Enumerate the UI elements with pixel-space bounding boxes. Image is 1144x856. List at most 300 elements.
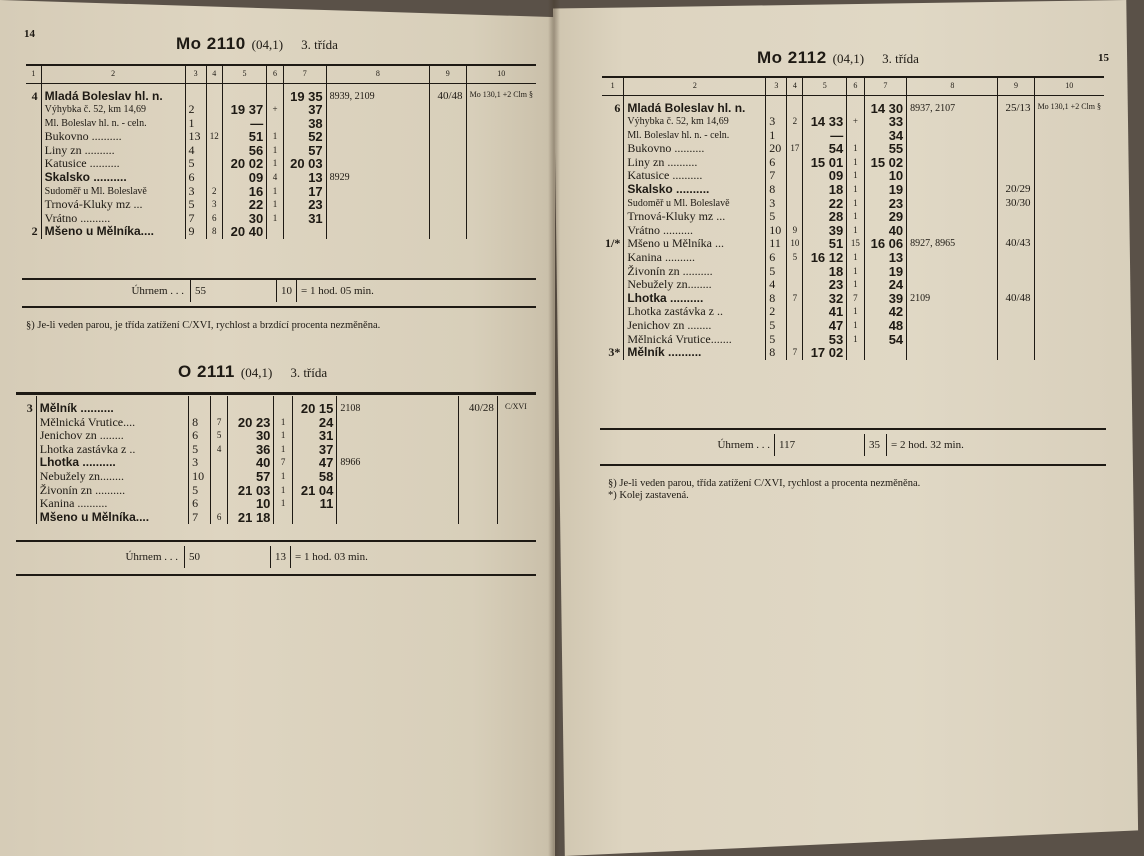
sub-distance (787, 319, 803, 333)
stop-minutes: 1 (847, 210, 864, 224)
table-row (602, 197, 1104, 211)
timetable-mo2112 (602, 76, 1104, 360)
timetable-title-mo2110 (176, 34, 338, 54)
summary-km: 117 (774, 434, 864, 456)
station-name: Živonín zn .......... (36, 484, 188, 498)
distance-km: 4 (766, 278, 787, 292)
table-row (20, 497, 534, 511)
distance-km: 6 (185, 171, 206, 185)
sub-distance: 10 (787, 237, 803, 251)
distance-km: 1 (766, 129, 787, 143)
remark: C/XVI (497, 396, 534, 416)
load-value (430, 157, 467, 171)
summary-row-mo2112 (690, 434, 968, 456)
stop-minutes: 1 (847, 305, 864, 319)
arrival-time: 16 12 (803, 251, 847, 265)
stop-minutes: 1 (274, 429, 292, 443)
route-marker: 1/* (605, 236, 621, 251)
station-name: Lhotka zastávka z .. (624, 305, 766, 319)
column-header-2: 2 (624, 77, 766, 95)
sub-distance (211, 456, 227, 470)
sub-distance: 5 (211, 429, 227, 443)
load-value: 40/28 (459, 396, 498, 416)
departure-time: 47 (292, 456, 337, 470)
station-name: Mšeno u Mělníka ... (624, 237, 766, 251)
sub-distance (206, 171, 222, 185)
arrival-time: 54 (803, 142, 847, 156)
sub-distance: 5 (787, 251, 803, 265)
stop-minutes: 1 (274, 497, 292, 511)
departure-time: 54 (864, 333, 907, 347)
load-value (998, 129, 1034, 143)
stop-minutes: 7 (274, 456, 292, 470)
route-marker (26, 157, 41, 171)
departure-time: 52 (283, 130, 326, 144)
connection-note (337, 443, 459, 457)
sub-distance: 17 (787, 142, 803, 156)
departure-time: 13 (283, 171, 326, 185)
sub-distance (206, 144, 222, 158)
arrival-time: — (803, 129, 847, 143)
connection-note (326, 198, 429, 212)
sub-distance: 7 (787, 346, 803, 360)
table-row (26, 103, 536, 117)
connection-note (907, 333, 998, 347)
stop-minutes: 1 (847, 156, 864, 170)
arrival-time: 21 03 (227, 484, 274, 498)
stop-minutes: 7 (847, 292, 864, 306)
station-name: Ml. Boleslav hl. n. - celn. (624, 129, 766, 143)
remark (497, 470, 534, 484)
table-row (602, 251, 1104, 265)
remark (1034, 197, 1104, 211)
stop-minutes: 1 (274, 416, 292, 430)
sub-distance (787, 305, 803, 319)
departure-time: 10 (864, 169, 907, 183)
connection-note (907, 169, 998, 183)
route-marker (20, 456, 36, 470)
station-name: Mělník .......... (624, 346, 766, 360)
sub-distance: 6 (211, 511, 227, 525)
arrival-time: — (222, 117, 266, 131)
arrival-time: 28 (803, 210, 847, 224)
connection-note (337, 511, 459, 525)
load-value: 20/29 (998, 183, 1034, 197)
table-row (20, 456, 534, 470)
stop-minutes: 1 (274, 443, 292, 457)
sub-distance: 4 (211, 443, 227, 457)
route-marker (26, 212, 41, 226)
distance-km: 3 (185, 185, 206, 199)
distance-km: 5 (766, 333, 787, 347)
route-marker (602, 224, 624, 238)
connection-note (907, 251, 998, 265)
train-sub: (04,1) (251, 37, 284, 52)
station-name: Skalsko .......... (41, 171, 185, 185)
route-marker (602, 183, 624, 197)
column-header-10: 10 (1034, 77, 1104, 95)
remark (1034, 333, 1104, 347)
remark (466, 225, 536, 239)
stop-minutes: 1 (847, 224, 864, 238)
remark (1034, 265, 1104, 279)
remark: Mo 130,1 +2 Clm § (466, 83, 536, 103)
route-marker (602, 197, 624, 211)
route-marker (602, 142, 624, 156)
remark (1034, 169, 1104, 183)
route-marker (602, 169, 624, 183)
route-marker (26, 103, 41, 117)
distance-km: 5 (766, 210, 787, 224)
stop-minutes: 1 (847, 265, 864, 279)
station-name: Kanina .......... (36, 497, 188, 511)
route-marker (602, 251, 624, 265)
table-row (20, 470, 534, 484)
load-value (998, 169, 1034, 183)
table-row (26, 212, 536, 226)
departure-time: 37 (292, 443, 337, 457)
column-header-3: 3 (766, 77, 787, 95)
remark (497, 443, 534, 457)
remark (466, 212, 536, 226)
station-name: Mšeno u Mělníka.... (36, 511, 188, 525)
route-marker (602, 156, 624, 170)
connection-note: 8966 (337, 456, 459, 470)
table-row (20, 396, 534, 416)
load-value: 25/13 (998, 95, 1034, 115)
connection-note: 8929 (326, 171, 429, 185)
table-row (20, 484, 534, 498)
station-name: Nebužely zn........ (36, 470, 188, 484)
remark (1034, 346, 1104, 360)
arrival-time (227, 396, 274, 416)
table-row (602, 237, 1104, 251)
arrival-time (803, 95, 847, 115)
stop-minutes: 1 (847, 183, 864, 197)
summary-total: = 1 hod. 03 min. (290, 546, 372, 568)
arrival-time: 56 (222, 144, 266, 158)
load-value (459, 511, 498, 525)
summary-km: 50 (184, 546, 270, 568)
stop-minutes (274, 396, 292, 416)
departure-time (292, 511, 337, 525)
arrival-time: 57 (227, 470, 274, 484)
connection-note (907, 183, 998, 197)
station-name: Katusice .......... (624, 169, 766, 183)
table-row (602, 305, 1104, 319)
load-value (430, 185, 467, 199)
column-header-1: 1 (602, 77, 624, 95)
remark (466, 130, 536, 144)
column-header-3: 3 (185, 65, 206, 83)
stop-minutes (847, 346, 864, 360)
load-value (998, 210, 1034, 224)
station-name: Kanina .......... (624, 251, 766, 265)
table-row (26, 117, 536, 131)
distance-km: 5 (189, 484, 211, 498)
distance-km: 3 (766, 197, 787, 211)
table-row (26, 185, 536, 199)
remark (466, 185, 536, 199)
departure-time: 39 (864, 292, 907, 306)
departure-time: 20 15 (292, 396, 337, 416)
stop-minutes: 4 (267, 171, 284, 185)
stop-minutes: 1 (267, 198, 284, 212)
sub-distance (206, 117, 222, 131)
stop-minutes: + (847, 115, 864, 129)
arrival-time: 16 (222, 185, 266, 199)
arrival-time: 40 (227, 456, 274, 470)
sub-distance: 3 (206, 198, 222, 212)
table-row (602, 278, 1104, 292)
distance-km: 10 (189, 470, 211, 484)
departure-time: 19 35 (283, 83, 326, 103)
route-marker (602, 210, 624, 224)
remark (1034, 278, 1104, 292)
stop-minutes: 1 (274, 470, 292, 484)
summary-stop: 10 (276, 280, 296, 302)
departure-time (283, 225, 326, 239)
table-row (26, 157, 536, 171)
distance-km (185, 83, 206, 103)
station-name: Mělník .......... (36, 396, 188, 416)
load-value (459, 429, 498, 443)
remark: Mo 130,1 +2 Clm § (1034, 95, 1104, 115)
route-marker (602, 292, 624, 306)
sub-distance (211, 470, 227, 484)
departure-time: 15 02 (864, 156, 907, 170)
column-header-1: 1 (26, 65, 41, 83)
departure-time: 37 (283, 103, 326, 117)
connection-note (337, 470, 459, 484)
stop-minutes: 1 (847, 197, 864, 211)
distance-km: 9 (185, 225, 206, 239)
distance-km: 10 (766, 224, 787, 238)
footnote-left: §) Je-li veden parou, je třída zatížení C/XVI, rychlost a brzdící procenta nezměněna. (26, 320, 381, 331)
station-name: Mšeno u Mělníka.... (41, 225, 185, 239)
connection-note (326, 103, 429, 117)
connection-note (907, 265, 998, 279)
station-name: Lhotka .......... (624, 292, 766, 306)
connection-note: 8927, 8965 (907, 237, 998, 251)
train-class: 3. třída (290, 365, 328, 380)
remark (497, 484, 534, 498)
arrival-time: 30 (227, 429, 274, 443)
connection-note (907, 278, 998, 292)
remark (466, 144, 536, 158)
distance-km: 6 (766, 251, 787, 265)
sub-distance: 7 (787, 292, 803, 306)
connection-note (337, 497, 459, 511)
remark (497, 429, 534, 443)
arrival-time: 39 (803, 224, 847, 238)
departure-time: 14 30 (864, 95, 907, 115)
remark (497, 511, 534, 525)
remark (1034, 115, 1104, 129)
table-row (602, 319, 1104, 333)
column-header-6: 6 (847, 77, 864, 95)
distance-km (766, 95, 787, 115)
footnote-right-2: *) Kolej zastavená. (608, 490, 689, 501)
column-header-7: 7 (283, 65, 326, 83)
departure-time: 23 (283, 198, 326, 212)
arrival-time: 22 (803, 197, 847, 211)
distance-km: 6 (189, 497, 211, 511)
sub-distance: 8 (206, 225, 222, 239)
table-row (26, 83, 536, 103)
departure-time: 42 (864, 305, 907, 319)
sub-distance: 6 (206, 212, 222, 226)
remark (466, 157, 536, 171)
distance-km: 3 (189, 456, 211, 470)
sub-distance (787, 333, 803, 347)
arrival-time: 41 (803, 305, 847, 319)
column-header-7: 7 (864, 77, 907, 95)
stop-minutes: 1 (847, 142, 864, 156)
remark (1034, 237, 1104, 251)
column-header-4: 4 (787, 77, 803, 95)
distance-km: 5 (766, 265, 787, 279)
load-value (998, 251, 1034, 265)
sub-distance (211, 484, 227, 498)
station-name: Živonín zn .......... (624, 265, 766, 279)
remark (466, 103, 536, 117)
stop-minutes: 1 (847, 333, 864, 347)
station-name: Liny zn .......... (41, 144, 185, 158)
route-marker: 3* (608, 345, 621, 360)
train-sub: (04,1) (240, 365, 273, 380)
arrival-time: 09 (222, 171, 266, 185)
remark (466, 171, 536, 185)
station-name: Sudoměř u Ml. Boleslavě (41, 185, 185, 199)
load-value (998, 305, 1034, 319)
arrival-time: 47 (803, 319, 847, 333)
stop-minutes: + (267, 103, 284, 117)
connection-note (907, 305, 998, 319)
load-value (430, 198, 467, 212)
table-row (602, 95, 1104, 115)
station-name: Ml. Boleslav hl. n. - celn. (41, 117, 185, 131)
timetable-title-o2111 (178, 362, 327, 382)
sub-distance: 7 (211, 416, 227, 430)
remark (497, 416, 534, 430)
stop-minutes (274, 511, 292, 525)
arrival-time: 23 (803, 278, 847, 292)
arrival-time: 53 (803, 333, 847, 347)
route-marker (602, 265, 624, 279)
connection-note (907, 197, 998, 211)
remark (1034, 305, 1104, 319)
train-code: O 2111 (178, 362, 235, 381)
summary-label: Úhrnem . . . (131, 285, 184, 297)
load-value (459, 456, 498, 470)
table-row (602, 129, 1104, 143)
summary-label: Úhrnem . . . (717, 439, 770, 451)
distance-km: 7 (185, 212, 206, 226)
distance-km: 6 (766, 156, 787, 170)
table-row (26, 144, 536, 158)
sub-distance (787, 197, 803, 211)
route-marker (26, 144, 41, 158)
route-marker (26, 198, 41, 212)
station-name: Bukovno .......... (624, 142, 766, 156)
connection-note (326, 212, 429, 226)
page-number-right: 15 (1098, 52, 1109, 64)
connection-note (907, 346, 998, 360)
sub-distance (206, 83, 222, 103)
page-number-left: 14 (24, 28, 35, 40)
column-header-5: 5 (222, 65, 266, 83)
departure-time: 29 (864, 210, 907, 224)
station-name: Vrátno .......... (624, 224, 766, 238)
column-header-4: 4 (206, 65, 222, 83)
column-header-9: 9 (998, 77, 1034, 95)
stop-minutes (267, 117, 284, 131)
route-marker (20, 443, 36, 457)
stop-minutes: 1 (274, 484, 292, 498)
route-marker (26, 185, 41, 199)
load-value (459, 416, 498, 430)
connection-note (907, 129, 998, 143)
station-name: Nebužely zn........ (624, 278, 766, 292)
departure-time: 55 (864, 142, 907, 156)
distance-km: 5 (185, 198, 206, 212)
table-row (26, 171, 536, 185)
connection-note (907, 142, 998, 156)
connection-note: 2109 (907, 292, 998, 306)
distance-km: 2 (185, 103, 206, 117)
arrival-time (222, 83, 266, 103)
departure-time: 40 (864, 224, 907, 238)
connection-note (907, 210, 998, 224)
remark (1034, 292, 1104, 306)
train-code: Mo 2110 (176, 34, 246, 53)
arrival-time: 20 40 (222, 225, 266, 239)
remark (466, 198, 536, 212)
route-marker (602, 129, 624, 143)
load-value (430, 171, 467, 185)
remark (1034, 224, 1104, 238)
table-row (602, 210, 1104, 224)
station-name: Liny zn .......... (624, 156, 766, 170)
table-row (602, 183, 1104, 197)
departure-time: 31 (292, 429, 337, 443)
load-value (998, 142, 1034, 156)
remark (1034, 210, 1104, 224)
remark (1034, 251, 1104, 265)
departure-time: 13 (864, 251, 907, 265)
sub-distance (787, 210, 803, 224)
connection-note: 8937, 2107 (907, 95, 998, 115)
load-value (459, 484, 498, 498)
arrival-time: 36 (227, 443, 274, 457)
remark (1034, 142, 1104, 156)
departure-time: 48 (864, 319, 907, 333)
summary-row-o2111 (102, 546, 372, 568)
arrival-time: 22 (222, 198, 266, 212)
column-header-6: 6 (267, 65, 284, 83)
departure-time: 38 (283, 117, 326, 131)
arrival-time: 14 33 (803, 115, 847, 129)
connection-note (337, 416, 459, 430)
load-value (459, 497, 498, 511)
arrival-time: 18 (803, 183, 847, 197)
departure-time: 21 04 (292, 484, 337, 498)
distance-km: 7 (766, 169, 787, 183)
route-marker (602, 333, 624, 347)
route-marker: 6 (614, 100, 621, 115)
load-value (430, 130, 467, 144)
